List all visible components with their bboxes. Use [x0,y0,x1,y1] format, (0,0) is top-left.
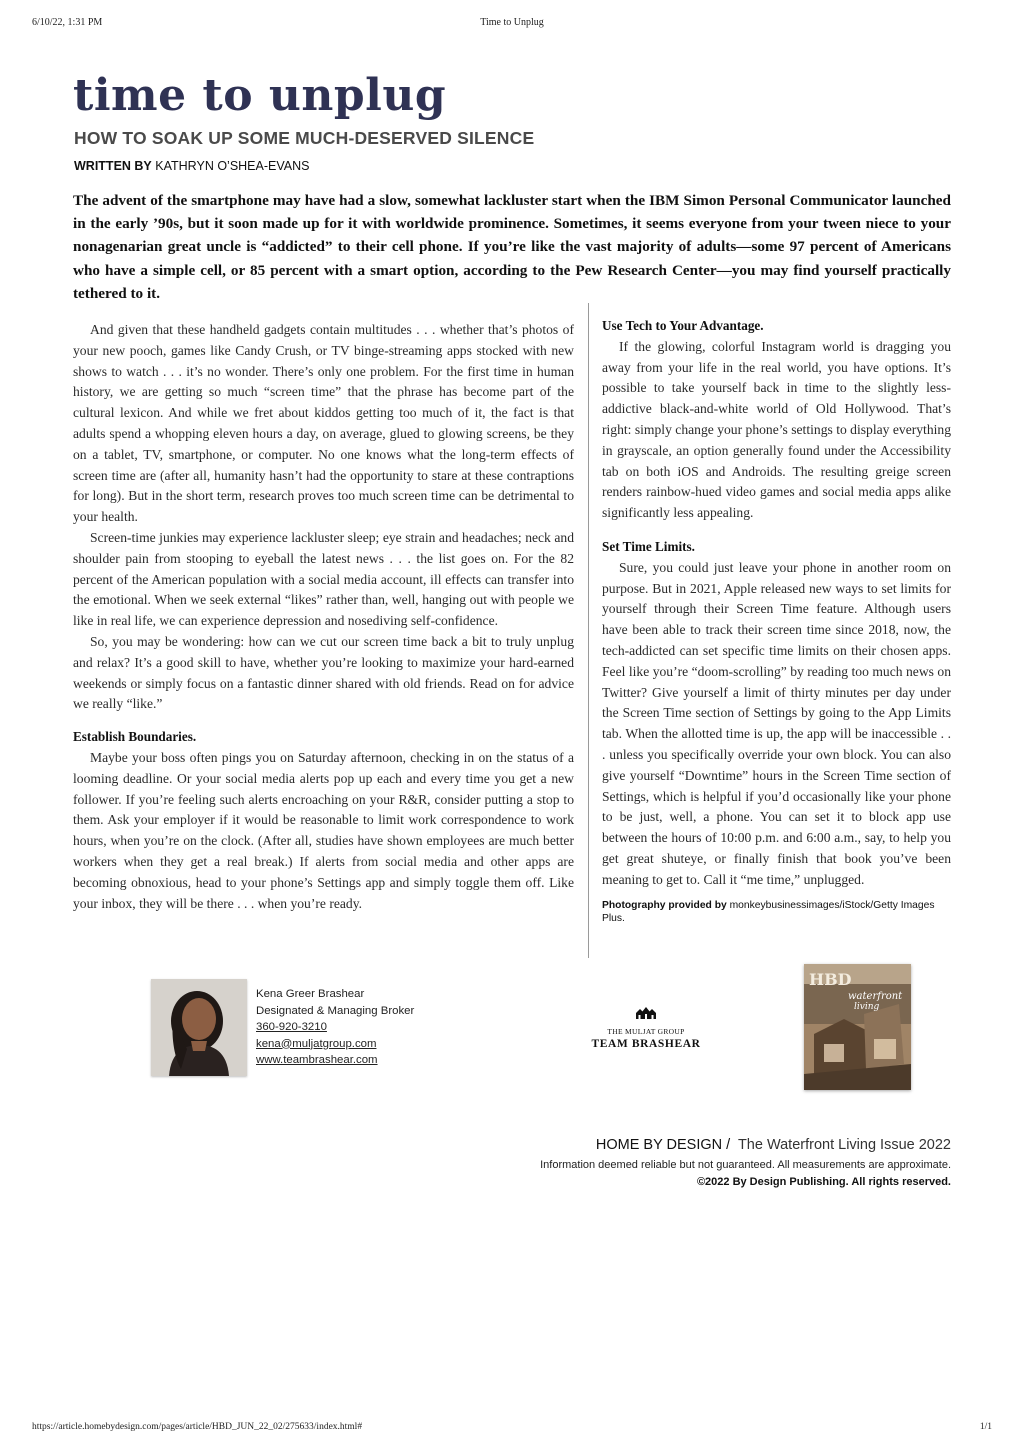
magazine-cover [804,964,911,1090]
publication-name: HOME BY DESIGN / [595,1137,731,1153]
print-date: 6/10/22, 1:31 PM [32,17,103,28]
photo-credit [602,899,951,926]
print-title: Time to Unplug [480,17,544,28]
byline [74,159,309,173]
agent-portrait-icon [151,979,247,1076]
left-column [73,320,574,914]
print-footer [32,1422,992,1436]
cover-issue-word: waterfront [848,991,903,1002]
agent-name: Kena Greer Brashear [256,988,365,1000]
agent-photo [151,979,247,1076]
cover-issue-word: living [854,1002,880,1012]
byline-author: KATHRYN O’SHEA-EVANS [155,159,310,173]
column-divider [588,303,589,958]
photo-credit-label: Photography provided by [602,899,727,911]
paragraph: So, you may be wondering: how can we cut our screen time back a bit to truly unplug and relax? It’s a good skill to have, whether you’re looking to maximize your hard-earned weekends or simply focus on a fantastic dinner shared with old friends. Read on for advice we really “like.” [73,633,574,712]
article-title: time to unplug [73,70,447,121]
disclaimer: Information deemed reliable but not guaranteed. All measurements are approximate. [540,1159,951,1171]
agent-email-link[interactable]: kena@muljatgroup.com [256,1037,377,1050]
houses-icon [635,1006,657,1020]
article-lede: The advent of the smartphone may have had a slow, somewhat lackluster start when the IBM Simon Personal Communicator launched in the early ’90s, but it soon made up for it with worldwide prominence. Sometimes, it seems everyone from your tween niece to your nonagenarian great uncle is “addicted” to their cell phone. If you’re like the vast majority of adults—some 97 percent of Americans who have a simple cell, or 85 percent with a smart option, according to the Pew Research Center—you may find yourself practically tethered to it. [73,192,951,302]
print-header [32,17,992,31]
paragraph: If the glowing, colorful Instagram world is dragging you away from your life in the real world, you have options. It’s possible to take yourself back in time to the slightly less-addictive black-and-white world of Old Hollywood. That’s right: simply change your phone’s settings to display everything in grayscale, an option generally found under the Accessibility tab on both iOS and Androids. The resulting greige screen renders rainbow-hued video games and social media apps alike significantly less appealing. [602,338,951,521]
paragraph: And given that these handheld gadgets contain multitudes . . . whether that’s photos of your new pooch, games like Candy Crush, or TV binge-streaming apps stocked with new shows to watch . . . it’s no wonder. There’s only one problem. For the first time in human history, we are getting so much “screen time” that the phrase has become part of the cultural lexicon. And while we fret about kiddos getting too much of it, the fact is that adults spend a whopping eleven hours a day, on average, glued to glowing screens, be they on a tablet, TV, smartphone, or computer. No one knows what the long-term effects of screen time are (after all, humanity hasn’t had the opportunity to stare at these contraptions for long). But in the short term, research proves too much screen time can be detrimental to your health. [73,322,574,525]
team-group-name: THE MULJAT GROUP [607,1027,685,1036]
page-number: 1/1 [979,1422,992,1432]
article-subtitle: HOW TO SOAK UP SOME MUCH-DESERVED SILENCE [74,128,535,148]
right-column [602,316,951,926]
copyright: ©2022 By Design Publishing. All rights reserved. [696,1176,951,1188]
agent-phone-link[interactable]: 360-920-3210 [256,1021,327,1033]
section-heading: Use Tech to Your Advantage. [602,318,764,333]
section-heading: Set Time Limits. [602,538,695,554]
photo-credit-value: monkeybusinessimages/iStock/Getty Images Plus. [602,899,935,925]
agent-website-link[interactable]: www.teambrashear.com [256,1054,378,1066]
paragraph: Screen-time junkies may experience lackluster sleep; eye strain and headaches; neck and shoulder pain from stooping to eyeball the latest news . . . the list goes on. For the 82 percent of the American population with a social media account, ill effects can transfer into the emotional. When we seek external “likes” rather than, well, hanging out with people we like in real life, we can experience depression and nosediving self-confidence. [73,529,574,629]
issue-name: The Waterfront Living Issue 2022 [737,1137,951,1153]
agent-info [256,986,414,1069]
team-name: TEAM BRASHEAR [591,1038,701,1050]
publication-line [596,1137,951,1153]
cover-masthead: HBD [809,970,852,989]
section-heading: Establish Boundaries. [73,729,197,745]
paragraph: Maybe your boss often pings you on Saturday afternoon, checking in on the status of a looming deadline. Or your social media alerts pop up each and every time you get a new follower. If you’re feeling such alerts encroaching on your R&R, consider putting a stop to them. Ask your employer if it would be reasonable to limit work correspondence to work hours, when you’re on the clock. (After all, studies have shown employees are much better workers when they get a real break.) If alerts from social media and other apps are becoming obnoxious, head to your phone’s Settings app and simply toggle them off. Like your inbox, they will be there . . . when you’re ready. [73,749,574,911]
team-logo [590,1006,702,1050]
paragraph: Sure, you could just leave your phone in another room on purpose. But in 2021, Apple released new ways to set limits for yourself through their Screen Time feature. Although users have been able to track their screen time since 2018, now, the tech-addicted can set specific time limits on their chosen apps. Feel like you’re “doom-scrolling” by reading too much news on Twitter? Give yourself a limit of thirty minutes per day under the Screen Time section of Settings by going to the App Limits tab. When the allotted time is up, the app will be inaccessible . . . unless you specifically override your own block. You can also give yourself “Downtime” hours in the Screen Time section of Settings, which is helpful if you’d occasionally like your phone to be just, well, a phone. You can set it to block app use between the hours of 10:00 p.m. and 6:00 a.m., say, to help you get great shuteye, or finally finish that book you’ve been meaning to get to. Call it “me time,” unplugged. [602,559,951,887]
print-url: https://article.homebydesign.com/pages/article/HBD_JUN_22_02/275633/index.html# [32,1422,363,1432]
byline-label: WRITTEN BY [74,159,152,173]
agent-role: Designated & Managing Broker [256,1004,415,1017]
